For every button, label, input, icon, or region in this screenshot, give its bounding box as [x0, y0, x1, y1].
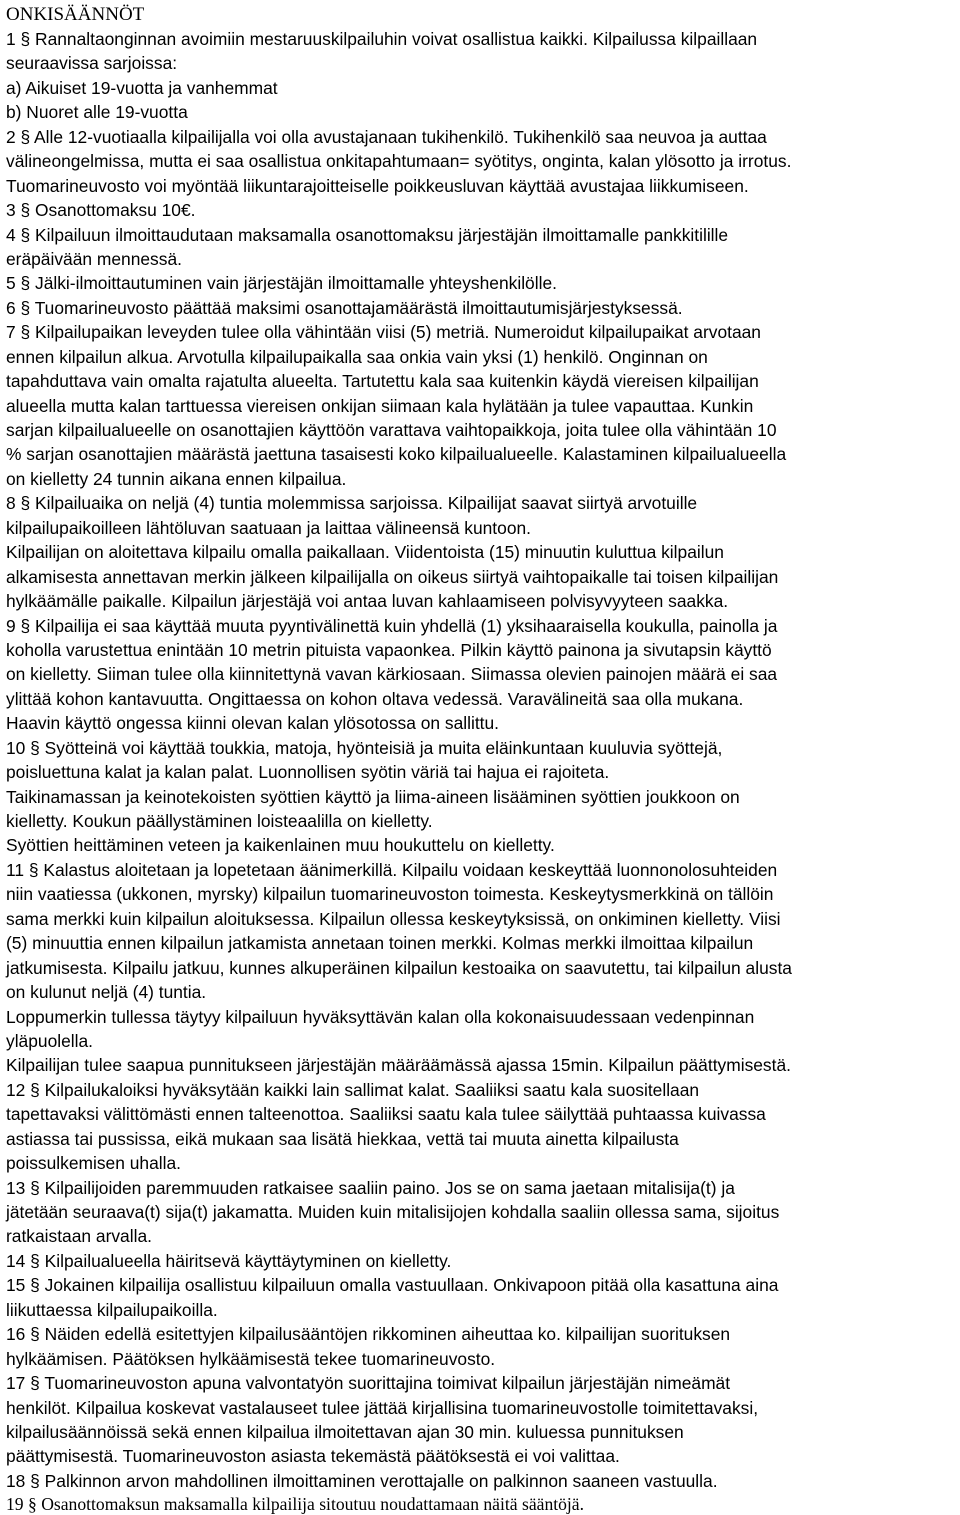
- rules-text-line: 15 § Jokainen kilpailija osallistuu kilpailuun omalla vastuullaan. Onkivapoon pitää olla kasattuna aina: [6, 1275, 779, 1296]
- rules-text-line: astiassa tai pussissa, eikä mukaan saa lisätä hiekkaa, vettä tai muuta ainetta kilpailusta: [6, 1128, 679, 1149]
- rules-text-line: 18 § Palkinnon arvon mahdollinen ilmoittaminen verottajalle on palkinnon saaneen vastuulla.: [6, 1470, 718, 1491]
- rules-text-line: 5 § Jälki-ilmoittautuminen vain järjestäjän ilmoittamalle yhteyshenkilölle.: [6, 273, 557, 294]
- rules-text-line: sarjan kilpailualueelle on osanottajien käyttöön varattava vaihtopaikkoja, joita tulee olla vähintään 10: [6, 420, 777, 440]
- document-page: [6, 3, 956, 1515]
- rules-text-line: jatkumisesta. Kilpailu jatkuu, kunnes alkuperäinen kilpailun kestoaika on saavutettu, tai kilpailun alusta: [6, 957, 792, 978]
- rules-text-line: Kilpailijan tulee saapua punnitukseen järjestäjän määräämässä ajassa 15min. Kilpailun päättymisestä.: [6, 1055, 791, 1076]
- rule-19-line: 19 § Osanottomaksun maksamalla kilpailija sitoutuu noudattamaan näitä sääntöjä.: [6, 1494, 585, 1515]
- rules-text-line: (5) minuuttia ennen kilpailun jatkamista annetaan toinen merkki. Kolmas merkki ilmoittaa kilpailun: [6, 933, 754, 954]
- rules-text-line: % sarjan osanottajien määrästä jaettuna tasaisesti koko kilpailualueelle. Kalastaminen kilpailualueella: [6, 444, 787, 465]
- rules-text-line: hylkäämälle paikalle. Kilpailun järjestäjä voi antaa luvan kahlaamiseen polvisyvyyteen saakka.: [6, 591, 729, 612]
- rules-text-line: poissulkemisen uhalla.: [6, 1153, 181, 1174]
- rules-text-line: 2 § Alle 12-vuotiaalla kilpailijalla voi olla avustajanaan tukihenkilö. Tukihenkilö saa neuvoa ja auttaa: [6, 126, 767, 147]
- rules-text-line: kilpailusäännöissä sekä ennen kilpailua ilmoitettavan ajan 30 min. kuluessa punnituksen: [6, 1421, 684, 1442]
- rules-text-line: Taikinamassan ja keinotekoisten syöttien käyttö ja liima-aineen lisääminen syöttien joukkoon on: [6, 786, 740, 807]
- rules-text-line: kilpailupaikoilleen lähtöluvan saatuaan ja laittaa välineensä kuntoon.: [6, 517, 531, 538]
- rules-text-line: liikuttaessa kilpailupaikoilla.: [6, 1299, 218, 1320]
- rules-text-line: 17 § Tuomarineuvoston apuna valvontatyön suorittajina toimivat kilpailun järjestäjän nimeämät: [6, 1373, 731, 1394]
- rules-text-line: 14 § Kilpailualueella häiritsevä käyttäytyminen on kielletty.: [6, 1250, 452, 1271]
- rules-text-line: Kilpailijan on aloitettava kilpailu omalla paikallaan. Viidentoista (15) minuutin kuluttua kilpailun: [6, 542, 724, 563]
- rules-text-line: sama merkki kuin kilpailun aloituksessa. Kilpailun ollessa keskeytyksissä, on onkiminen kielletty. Viisi: [6, 908, 781, 929]
- rules-text-line: yläpuolella.: [6, 1030, 94, 1051]
- rules-text-line: 10 § Syötteinä voi käyttää toukkia, matoja, hyönteisiä ja muita eläinkuntaan kuuluvia syöttejä,: [6, 737, 723, 758]
- rules-text-line: 4 § Kilpailuun ilmoittaudutaan maksamalla osanottomaksu järjestäjän ilmoittamalle pankkitilille: [6, 224, 729, 245]
- rules-text-line: seuraavissa sarjoissa:: [6, 53, 178, 74]
- rules-text-line: niin vaatiessa (ukkonen, myrsky) kilpailun tuomarineuvoston toimesta. Keskeytysmerkkinä on tällöin: [6, 884, 774, 905]
- rules-text-line: Tuomarineuvosto voi myöntää liikuntarajoitteiselle poikkeusluvan käyttää avustajaa liikkumiseen.: [6, 175, 749, 196]
- rules-text-line: 3 § Osanottomaksu 10€.: [6, 200, 196, 221]
- rules-text-line: ennen kilpailun alkua. Arvotulla kilpailupaikalla saa onkia vain yksi (1) henkilö. Onginnan on: [6, 346, 708, 367]
- rules-text-line: alkamisesta annettavan merkin jälkeen kilpailijalla on oikeus siirtyä vaihtopaikalle tai toisen kilpailijan: [6, 566, 779, 587]
- rules-text-line: 16 § Näiden edellä esitettyjen kilpailusääntöjen rikkominen aiheuttaa ko. kilpailijan suorituksen: [6, 1324, 731, 1345]
- rules-text-line: Haavin käyttö ongessa kiinni olevan kalan ylösotossa on sallittu.: [6, 713, 500, 734]
- rules-text-line: eräpäivään mennessä.: [6, 248, 182, 269]
- rules-text-line: 1 § Rannaltaonginnan avoimiin mestaruuskilpailuhin voivat osallistua kaikki. Kilpailussa kilpaillaan: [6, 29, 758, 49]
- document-title: ONKISÄÄNNÖT: [6, 4, 145, 25]
- rules-text-line: tapettavaksi välittömästi ennen talteenottoa. Saaliiksi saatu kala tulee säilyttää puhtaassa kuivassa: [6, 1104, 766, 1125]
- rules-text-line: poisluettuna kalat ja kalan palat. Luonnollisen syötin väriä tai hajua ei rajoiteta.: [6, 762, 610, 783]
- rules-text-line: 7 § Kilpailupaikan leveyden tulee olla vähintään viisi (5) metriä. Numeroidut kilpailupaikat arvotaan: [6, 322, 761, 343]
- rules-body: [6, 27, 956, 1493]
- rules-text-line: tapahduttava vain omalta rajatulta alueelta. Tartutettu kala saa kuitenkin käydä viereisen kilpailijan: [6, 371, 759, 392]
- rules-text-line: ratkaistaan arvalla.: [6, 1226, 152, 1247]
- rules-text-line: henkilöt. Kilpailua koskevat vastalauseet tulee jättää kirjallisina tuomarineuvostolle toimitettavaksi,: [6, 1397, 759, 1418]
- rules-text-line: on kielletty 24 tunnin aikana ennen kilpailua.: [6, 468, 347, 489]
- rules-text-line: ylittää kohon kantavuutta. Ongittaessa on kohon oltava vedessä. Varavälineitä saa olla mukana.: [6, 688, 744, 709]
- rules-text-line: koholla varustettua enintään 10 metrin pituista vapaonkea. Pilkin käyttö painona ja sivutapsin käyttö: [6, 639, 772, 660]
- rules-text-line: Loppumerkin tullessa täytyy kilpailuun hyväksyttävän kalan olla kokonaisuudessaan vedenpinnan: [6, 1006, 755, 1027]
- rules-text-line: kielletty. Koukun päällystäminen loisteaalilla on kielletty.: [6, 811, 433, 831]
- rules-text-line: on kulunut neljä (4) tuntia.: [6, 982, 207, 1003]
- rules-text-line: on kielletty. Siiman tulee olla kiinnitettynä vavan kärkiosaan. Siimassa olevien painojen määrä ei saa: [6, 664, 778, 685]
- rules-text-line: alueella mutta kalan tarttuessa viereisen onkijan siimaan kala hylätään ja tulee vapauttaa. Kunkin: [6, 395, 754, 416]
- rules-text-line: 13 § Kilpailijoiden paremmuuden ratkaisee saaliin paino. Jos se on sama jaetaan mitalisija(t) ja: [6, 1177, 735, 1198]
- rules-text-line: 8 § Kilpailuaika on neljä (4) tuntia molemmissa sarjoissa. Kilpailijat saavat siirtyä arvotuille: [6, 493, 698, 514]
- rules-text-line: jätetään seuraava(t) sija(t) jakamatta. Muiden kuin mitalisijojen kohdalla saaliin ollessa sama, sijoitus: [6, 1202, 780, 1222]
- rules-text-line: 9 § Kilpailija ei saa käyttää muuta pyyntivälinettä kuin yhdellä (1) yksihaaraisella koukulla, painolla ja: [6, 615, 778, 636]
- rules-text-line: 6 § Tuomarineuvosto päättää maksimi osanottajamäärästä ilmoittautumisjärjestyksessä.: [6, 297, 683, 318]
- rules-text-line: 11 § Kalastus aloitetaan ja lopetetaan äänimerkillä. Kilpailu voidaan keskeyttää luonnonolosuhteiden: [6, 859, 778, 880]
- rules-text-line: Syöttien heittäminen veteen ja kaikenlainen muu houkuttelu on kielletty.: [6, 835, 555, 856]
- rules-text-line: 12 § Kilpailukaloiksi hyväksytään kaikki lain sallimat kalat. Saaliiksi saatu kala suositellaan: [6, 1079, 700, 1100]
- rules-text-line: a) Aikuiset 19-vuotta ja vanhemmat: [6, 77, 278, 98]
- rules-text-line: päättymisestä. Tuomarineuvoston asiasta tekemästä päätöksestä ei voi valittaa.: [6, 1446, 620, 1467]
- rules-text-line: hylkäämisen. Päätöksen hylkäämisestä tekee tuomarineuvosto.: [6, 1348, 496, 1369]
- rules-text-line: välineongelmissa, mutta ei saa osallistua onkitapahtumaan= syötitys, onginta, kalan ylösotto ja irrotus.: [6, 151, 792, 172]
- rules-text-line: b) Nuoret alle 19-vuotta: [6, 102, 188, 123]
